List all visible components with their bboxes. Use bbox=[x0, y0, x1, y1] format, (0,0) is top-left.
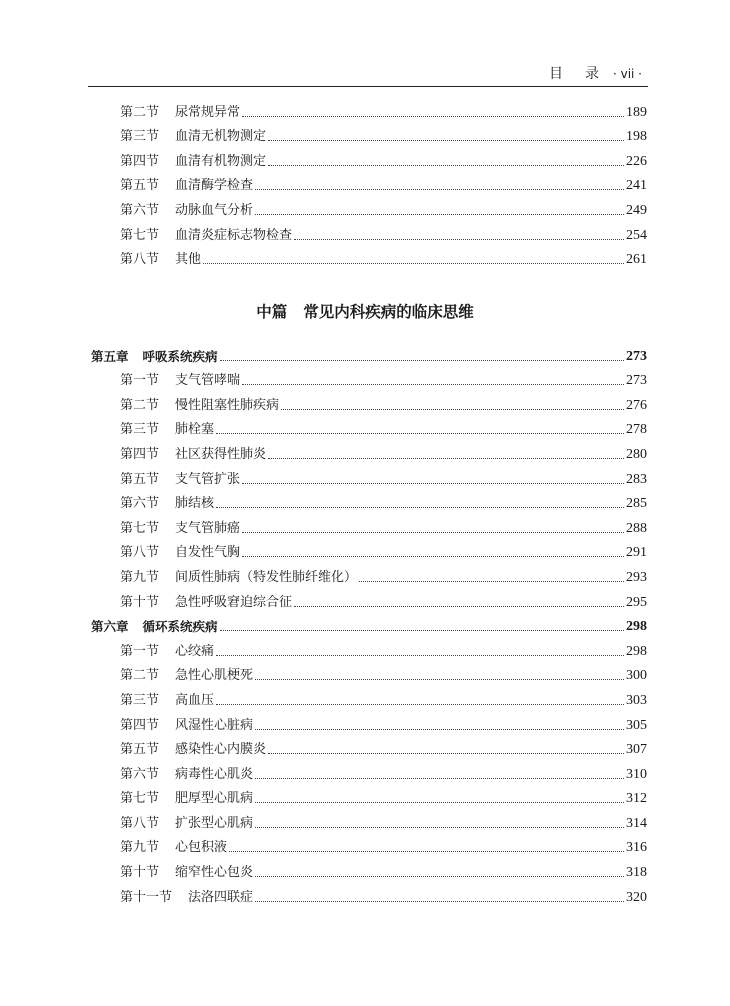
entry-label: 第四节 bbox=[120, 717, 160, 733]
entry-page-number: 288 bbox=[626, 520, 647, 536]
entry-title: 血清酶学检查 bbox=[175, 178, 254, 194]
entry-page-number: 291 bbox=[626, 545, 647, 561]
entry-title: 法洛四联症 bbox=[188, 889, 254, 905]
entry-title: 急性心肌梗死 bbox=[175, 668, 254, 684]
entry-label: 第六节 bbox=[120, 202, 160, 218]
dot-leader bbox=[255, 679, 624, 680]
entry-page-number: 314 bbox=[626, 815, 647, 831]
entry-page-number: 293 bbox=[626, 569, 647, 585]
part-title-text: 常见内科疾病的临床思维 bbox=[303, 302, 474, 321]
dot-leader bbox=[281, 409, 624, 410]
entry-title: 血清有机物测定 bbox=[175, 153, 267, 169]
entry-title: 呼吸系统疾病 bbox=[142, 348, 218, 364]
entry-label: 第八节 bbox=[120, 252, 160, 268]
entry-label: 第二节 bbox=[120, 668, 160, 684]
entry-label: 第八节 bbox=[120, 815, 160, 831]
toc-section-entry[interactable] bbox=[91, 512, 647, 537]
entry-page-number: 198 bbox=[626, 129, 647, 145]
entry-label: 第二节 bbox=[120, 397, 160, 413]
toc-section-entry[interactable] bbox=[91, 660, 647, 685]
entry-label: 第七节 bbox=[120, 520, 160, 536]
toc-section-entry[interactable] bbox=[91, 170, 647, 195]
entry-label: 第六节 bbox=[120, 766, 160, 782]
entry-title: 病毒性心肌炎 bbox=[175, 766, 254, 782]
toc-section-entry[interactable] bbox=[91, 463, 647, 488]
entry-title: 循环系统疾病 bbox=[142, 619, 218, 635]
entry-label: 第三节 bbox=[120, 129, 160, 145]
entry-page-number: 298 bbox=[626, 619, 647, 635]
entry-label: 第九节 bbox=[120, 840, 160, 856]
header-title-char2: 录 bbox=[584, 66, 599, 82]
toc-block-2 bbox=[91, 340, 647, 906]
toc-section-entry[interactable] bbox=[91, 537, 647, 562]
toc-section-entry[interactable] bbox=[91, 488, 647, 513]
toc-section-entry[interactable] bbox=[91, 881, 647, 906]
toc-section-entry[interactable] bbox=[91, 807, 647, 832]
dot-leader bbox=[255, 802, 624, 803]
toc-section-entry[interactable] bbox=[91, 438, 647, 463]
dot-leader bbox=[216, 507, 624, 508]
dot-leader bbox=[268, 458, 624, 459]
entry-page-number: 226 bbox=[626, 153, 647, 169]
entry-title: 其他 bbox=[175, 252, 202, 268]
toc-section-entry[interactable] bbox=[91, 194, 647, 219]
entry-title: 缩窄性心包炎 bbox=[175, 865, 254, 881]
dot-leader bbox=[220, 630, 624, 631]
running-header bbox=[88, 60, 648, 87]
entry-title: 支气管哮喘 bbox=[175, 373, 241, 389]
dot-leader bbox=[242, 556, 624, 557]
entry-label: 第十节 bbox=[120, 865, 160, 881]
entry-title: 慢性阻塞性肺疾病 bbox=[175, 397, 280, 413]
entry-label: 第一节 bbox=[120, 643, 160, 659]
entry-page-number: 273 bbox=[626, 373, 647, 389]
entry-label: 第五章 bbox=[91, 348, 129, 364]
dot-leader bbox=[255, 901, 624, 902]
entry-page-number: 283 bbox=[626, 471, 647, 487]
toc-section-entry[interactable] bbox=[91, 414, 647, 439]
entry-page-number: 285 bbox=[626, 496, 647, 512]
dot-leader bbox=[220, 360, 624, 361]
dot-leader bbox=[229, 851, 624, 852]
entry-page-number: 312 bbox=[626, 791, 647, 807]
entry-title: 心绞痛 bbox=[175, 643, 215, 659]
dot-leader bbox=[255, 876, 624, 877]
toc-block-1 bbox=[91, 96, 647, 268]
dot-leader bbox=[294, 239, 624, 240]
toc-chapter-entry[interactable] bbox=[91, 340, 647, 365]
entry-title: 社区获得性肺炎 bbox=[175, 446, 267, 462]
entry-title: 尿常规异常 bbox=[175, 104, 241, 120]
entry-page-number: 295 bbox=[626, 594, 647, 610]
toc-section-entry[interactable] bbox=[91, 389, 647, 414]
entry-label: 第四节 bbox=[120, 153, 160, 169]
entry-label: 第八节 bbox=[120, 545, 160, 561]
entry-page-number: 305 bbox=[626, 717, 647, 733]
entry-page-number: 276 bbox=[626, 397, 647, 413]
entry-label: 第九节 bbox=[120, 569, 160, 585]
dot-leader bbox=[255, 778, 624, 779]
dot-leader bbox=[255, 214, 624, 215]
entry-label: 第五节 bbox=[120, 471, 160, 487]
dot-leader bbox=[268, 165, 624, 166]
dot-leader bbox=[242, 483, 624, 484]
entry-page-number: 307 bbox=[626, 742, 647, 758]
entry-page-number: 320 bbox=[626, 889, 647, 905]
dot-leader bbox=[294, 606, 624, 607]
toc-section-entry[interactable] bbox=[91, 96, 647, 121]
entry-label: 第三节 bbox=[120, 692, 160, 708]
toc-section-entry[interactable] bbox=[91, 684, 647, 709]
entry-label: 第五节 bbox=[120, 742, 160, 758]
entry-page-number: 249 bbox=[626, 202, 647, 218]
entry-label: 第七节 bbox=[120, 791, 160, 807]
entry-label: 第四节 bbox=[120, 446, 160, 462]
toc-section-entry[interactable] bbox=[91, 219, 647, 244]
entry-page-number: 316 bbox=[626, 840, 647, 856]
entry-label: 第三节 bbox=[120, 422, 160, 438]
dot-leader bbox=[203, 263, 624, 264]
dot-leader bbox=[268, 140, 624, 141]
entry-label: 第五节 bbox=[120, 178, 160, 194]
entry-title: 支气管扩张 bbox=[175, 471, 241, 487]
entry-label: 第十节 bbox=[120, 594, 160, 610]
entry-title: 支气管肺癌 bbox=[175, 520, 241, 536]
entry-title: 动脉血气分析 bbox=[175, 202, 254, 218]
entry-title: 感染性心内膜炎 bbox=[175, 742, 267, 758]
entry-label: 第六章 bbox=[91, 619, 129, 635]
toc-section-entry[interactable] bbox=[91, 783, 647, 808]
toc-section-entry[interactable] bbox=[91, 365, 647, 390]
toc-section-entry[interactable] bbox=[91, 709, 647, 734]
toc-section-entry[interactable] bbox=[91, 561, 647, 586]
entry-page-number: 318 bbox=[626, 865, 647, 881]
part-label: 中篇 bbox=[256, 302, 288, 321]
toc-section-entry[interactable] bbox=[91, 586, 647, 611]
entry-title: 血清无机物测定 bbox=[175, 129, 267, 145]
entry-page-number: 303 bbox=[626, 692, 647, 708]
dot-leader bbox=[255, 729, 624, 730]
entry-title: 血清炎症标志物检查 bbox=[175, 227, 293, 243]
entry-label: 第六节 bbox=[120, 496, 160, 512]
dot-leader bbox=[255, 827, 624, 828]
entry-page-number: 273 bbox=[626, 348, 647, 364]
entry-page-number: 280 bbox=[626, 446, 647, 462]
entry-title: 间质性肺病（特发性肺纤维化） bbox=[175, 569, 358, 585]
dot-leader bbox=[216, 655, 624, 656]
entry-label: 第一节 bbox=[120, 373, 160, 389]
toc-section-entry[interactable] bbox=[91, 734, 647, 759]
entry-page-number: 261 bbox=[626, 252, 647, 268]
toc-section-entry[interactable] bbox=[91, 145, 647, 170]
entry-title: 肺栓塞 bbox=[175, 422, 215, 438]
toc-section-entry[interactable] bbox=[91, 244, 647, 269]
entry-page-number: 278 bbox=[626, 422, 647, 438]
header-title-char1: 目 bbox=[548, 66, 563, 82]
toc-section-entry[interactable] bbox=[91, 758, 647, 783]
entry-label: 第七节 bbox=[120, 227, 160, 243]
toc-section-entry[interactable] bbox=[91, 832, 647, 857]
entry-title: 自发性气胸 bbox=[175, 545, 241, 561]
entry-title: 肺结核 bbox=[175, 496, 215, 512]
toc-section-entry[interactable] bbox=[91, 635, 647, 660]
dot-leader bbox=[216, 704, 624, 705]
dot-leader bbox=[359, 581, 624, 582]
entry-page-number: 300 bbox=[626, 668, 647, 684]
entry-label: 第二节 bbox=[120, 104, 160, 120]
entry-label: 第十一节 bbox=[120, 889, 173, 905]
header-text bbox=[549, 63, 642, 83]
toc-section-entry[interactable] bbox=[91, 856, 647, 881]
entry-page-number: 254 bbox=[626, 227, 647, 243]
entry-title: 心包积液 bbox=[175, 840, 228, 856]
dot-leader bbox=[242, 116, 624, 117]
entry-title: 扩张型心肌病 bbox=[175, 815, 254, 831]
toc-section-entry[interactable] bbox=[91, 121, 647, 146]
dot-leader bbox=[242, 384, 624, 385]
entry-page-number: 310 bbox=[626, 766, 647, 782]
entry-title: 高血压 bbox=[175, 692, 215, 708]
page-number: · vii · bbox=[612, 67, 642, 81]
entry-page-number: 298 bbox=[626, 643, 647, 659]
dot-leader bbox=[242, 532, 624, 533]
entry-title: 风湿性心脏病 bbox=[175, 717, 254, 733]
dot-leader bbox=[216, 433, 624, 434]
part-title bbox=[0, 300, 730, 322]
dot-leader bbox=[268, 753, 624, 754]
entry-title: 肥厚型心肌病 bbox=[175, 791, 254, 807]
entry-title: 急性呼吸窘迫综合征 bbox=[175, 594, 293, 610]
toc-chapter-entry[interactable] bbox=[91, 611, 647, 636]
entry-page-number: 241 bbox=[626, 178, 647, 194]
dot-leader bbox=[255, 189, 624, 190]
entry-page-number: 189 bbox=[626, 104, 647, 120]
